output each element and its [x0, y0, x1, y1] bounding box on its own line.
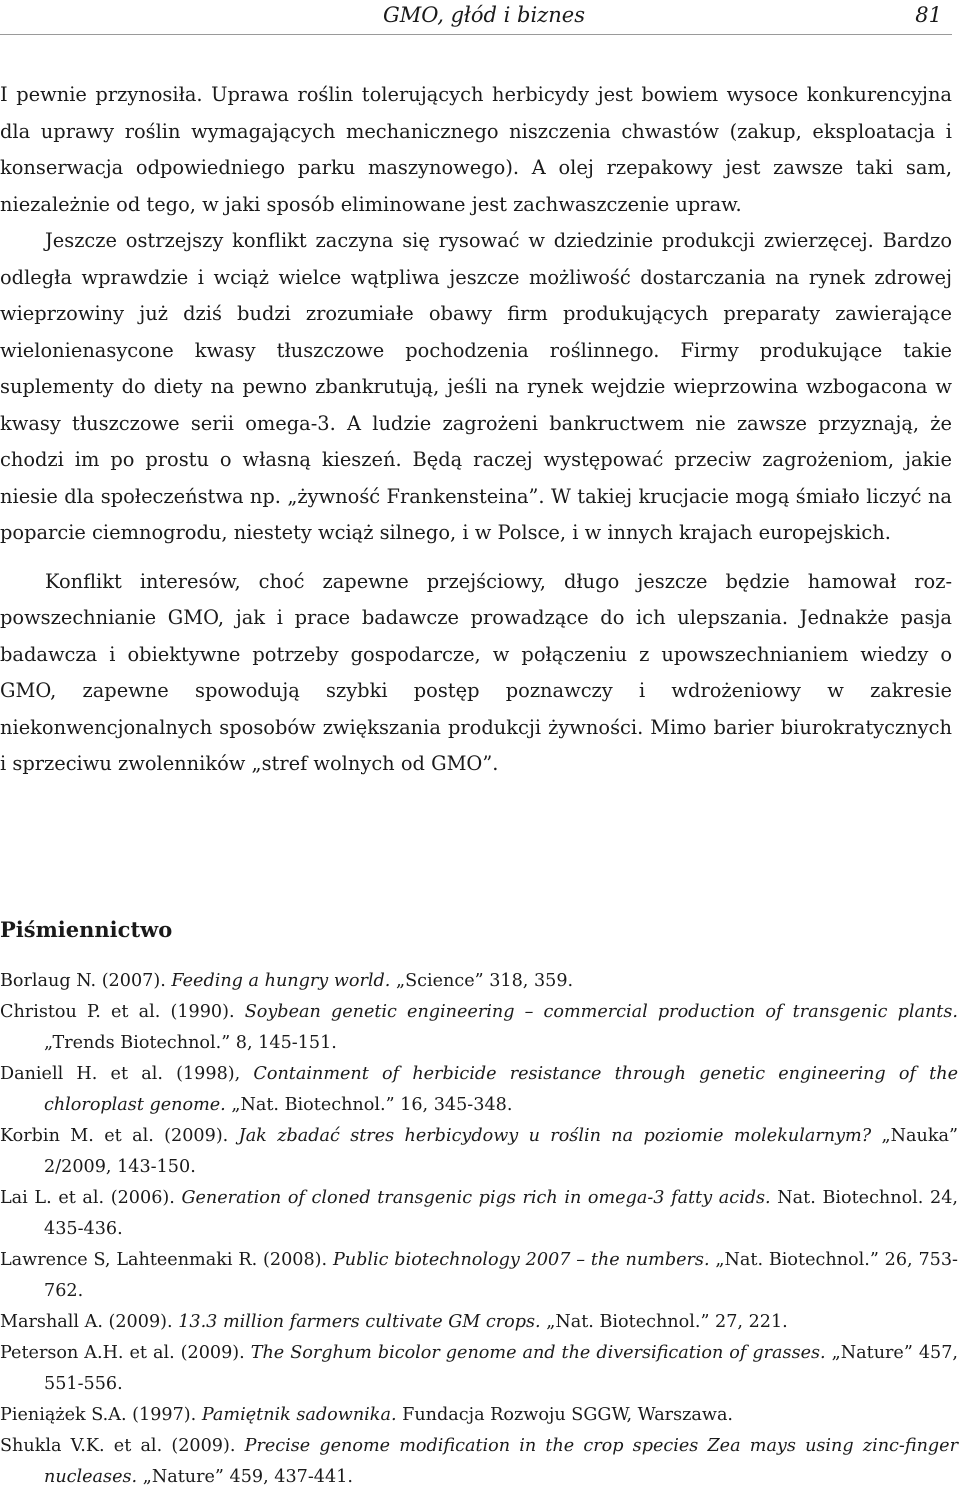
reference-authors: Lawrence S, Lahteenmaki R. (2008). [0, 1250, 333, 1270]
reference-authors: Pieniążek S.A. (1997). [0, 1405, 202, 1425]
reference-title: Pamiętnik sadownika. [201, 1405, 397, 1425]
reference-title: Feeding a hungry world. [171, 971, 391, 991]
reference-authors: Peterson A.H. et al. (2009). [0, 1343, 251, 1363]
reference-item [0, 1307, 958, 1338]
reference-source: „Nat. Biotechnol.” 16, 345-348. [225, 1095, 513, 1115]
reference-item [0, 1183, 958, 1245]
body-text [0, 77, 952, 783]
paragraph: Konflikt interesów, choć zapewne przejściowy, długo jeszcze będzie hamował rozpowszechnianie GMO, jak i prace badawcze prowadzące do ich ulepszania. Jednakże pasja badawcza i obiektywne potrzeby gospodarcze, w połączeniu z upowszechnianiem wiedzy o GMO, zapewne spowodują szybki postęp poznawczy i wdrożeniowy w zakresie niekonwencjonalnych sposobów zwiększania produkcji żywności. Mimo barier biurokratycznych i sprzeciwu zwolenników „stref wolnych od GMO”. [0, 569, 952, 775]
reference-item [0, 1245, 958, 1307]
reference-source: Fundacja Rozwoju SGGW, Warszawa. [396, 1405, 734, 1425]
references-heading: Piśmiennictwo [0, 917, 173, 942]
reference-source: „Nat. Biotechnol.” 26, 753-762. [44, 1250, 958, 1301]
reference-item [0, 966, 958, 997]
reference-source: „Nauka” 2/2009, 143-150. [44, 1126, 958, 1177]
reference-title: Soybean genetic engineering – commercial production of transgenic plants. [244, 1002, 958, 1022]
paragraph: I pewnie przynosiła. Uprawa roślin tolerujących herbicydy jest bowiem wysoce konkurencyjna dla uprawy roślin wymagających mechanicznego niszczenia chwastów (zakup, eksploatacja i konserwacja odpowiedniego parku maszynowego). A olej rzepakowy jest zawsze taki sam, niezależnie od tego, w jaki sposób eliminowane jest zachwaszczenie upraw. [0, 83, 952, 216]
reference-item [0, 1121, 958, 1183]
reference-authors: Daniell H. et al. (1998), [0, 1064, 254, 1084]
reference-authors: Shukla V.K. et al. (2009). [0, 1436, 245, 1456]
reference-source: Nat. Biotechnol. 24, 435-436. [44, 1188, 959, 1239]
references-list [0, 966, 958, 1493]
running-header [0, 0, 952, 35]
reference-title: Public biotechnology 2007 – the numbers. [332, 1250, 710, 1270]
reference-title: Precise genome modification in the crop species Zea mays using zinc-finger nucleases. [44, 1436, 959, 1487]
reference-item [0, 1400, 958, 1431]
reference-item [0, 1338, 958, 1400]
reference-source: „Nat. Biotechnol.” 27, 221. [540, 1312, 788, 1332]
reference-item [0, 1059, 958, 1121]
reference-source: „Trends Biotechnol.” 8, 145-151. [44, 1033, 337, 1053]
running-title: GMO, głód i biznes [383, 3, 585, 27]
reference-title: Generation of cloned transgenic pigs rich in omega-3 fatty acids. [181, 1188, 771, 1208]
reference-source: „Science” 318, 359. [390, 971, 574, 991]
reference-authors: Korbin M. et al. (2009). [0, 1126, 239, 1146]
reference-title: The Sorghum bicolor genome and the diversification of grasses. [250, 1343, 826, 1363]
reference-title: 13.3 million farmers cultivate GM crops. [178, 1312, 541, 1332]
reference-item [0, 1431, 958, 1493]
reference-title: Jak zbadać stres herbicydowy u roślin na poziomie molekularnym? [238, 1126, 872, 1146]
reference-authors: Christou P. et al. (1990). [0, 1002, 245, 1022]
reference-source: „Nature” 457, 551-556. [44, 1343, 958, 1394]
page-number: 81 [915, 3, 942, 27]
reference-authors: Marshall A. (2009). [0, 1312, 179, 1332]
reference-item [0, 997, 958, 1059]
reference-authors: Borlaug N. (2007). [0, 971, 172, 991]
reference-source: „Nature” 459, 437-441. [137, 1467, 353, 1487]
reference-authors: Lai L. et al. (2006). [0, 1188, 182, 1208]
reference-title: Containment of herbicide resistance through genetic engineering of the chloroplast genome. [44, 1064, 958, 1115]
paragraph: Jeszcze ostrzejszy konflikt zaczyna się rysować w dziedzinie produkcji zwierzęcej. Bardzo odległa wprawdzie i wciąż wielce wątpliwa jeszcze możliwość dostarczania na rynek zdrowej wieprzowiny już dziś budzi zrozumiałe obawy firm produkujących preparaty zawierające wielonienasycone kwasy tłuszczowe pochodzenia roślinnego. Firmy produkujące takie suplementy do diety na pewno zbankrutują, jeśli na rynek wejdzie wieprzowina wzbogacona w kwasy tłuszczowe serii omega-3. A ludzie zagrożeni bankructwem nie zawsze przyznają, że chodzi im po prostu o własną kieszeń. Będą raczej występować przeciw zagrożeniom, jakie niesie dla społeczeństwa np. „żywność Frankensteina”. W takiej krucjacie mogą śmiało liczyć na poparcie ciemnogrodu, niestety wciąż silnego, i w Polsce, i w innych krajach europejskich. [0, 229, 952, 544]
